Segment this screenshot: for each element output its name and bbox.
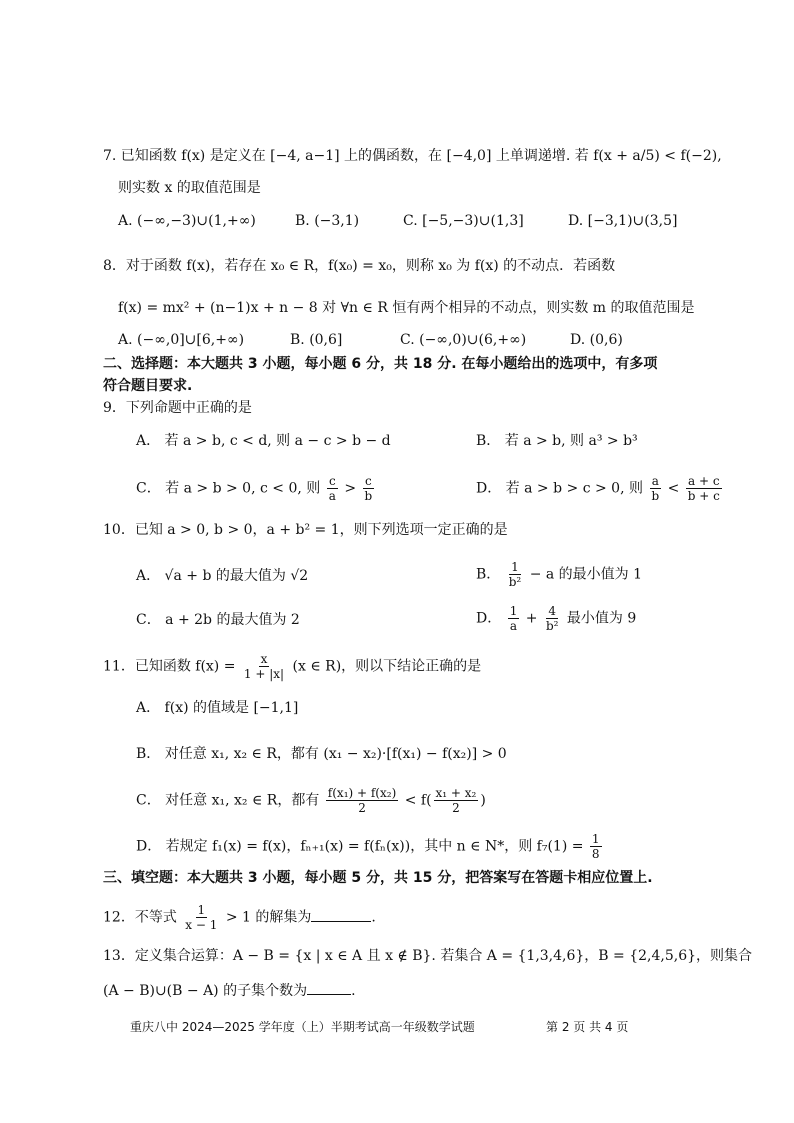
fraction: $\frac{\text{f(x₁) + f(x₂)}}{2}$	[327, 786, 397, 815]
q10-option-b: B． $\frac{1}{\text{b²}}$ − a 的最小值为 1	[476, 560, 643, 589]
fraction: $\frac{c}{a}$	[328, 474, 336, 503]
q10-option-c: C． a + 2b 的最大值为 2	[136, 612, 300, 628]
section2-heading-line2: 符合题目要求.	[103, 378, 193, 394]
q7-stem-line1: 7. 已知函数 f(x) 是定义在 [−4, a−1] 上的偶函数，在 [−4,0] 上单调递增. 若 f(x + a/5) < f(−2),	[103, 148, 722, 164]
q8-stem-line2: f(x) = mx² + (n−1)x + n − 8 对 ∀n ∈ R 恒有两个相异的不动点，则实数 m 的取值范围是	[118, 300, 695, 316]
q11-option-d: D． 若规定 f₁(x) = f(x)，fₙ₊₁(x) = f(fₙ(x))，其中 n ∈ N*，则 f₇(1) = $\frac{1}{8}$	[136, 832, 600, 861]
answer-blank	[307, 980, 351, 995]
q8-stem-line1: 8．对于函数 f(x)，若存在 x₀ ∈ R，f(x₀) = x₀，则称 x₀ 为 f(x) 的不动点．若函数	[103, 258, 616, 274]
footer-title: 重庆八中 2024—2025 学年度（上）半期考试高一年级数学试题	[130, 1020, 475, 1034]
q10-option-a: A． √a + b 的最大值为 √2	[136, 568, 309, 584]
q9-option-c: C． 若 a > b > 0, c < 0, 则 $\frac{c}{a}$ > $\frac{c}{b}$	[136, 474, 373, 503]
fraction: $\frac{x}{1 + |x|}$	[243, 652, 285, 681]
q8-option-b: B. (0,6]	[290, 332, 343, 348]
q7-option-c: C. [−5,−3)∪(1,3]	[403, 213, 524, 229]
q7-option-a: A. (−∞,−3)∪(1,+∞)	[118, 213, 256, 229]
q7-stem-line2: 则实数 x 的取值范围是	[118, 180, 261, 196]
q13-line1: 13．定义集合运算：A − B = {x | x ∈ A 且 x ∉ B}. 若集合 A = {1,3,4,6}，B = {2,4,5,6}，则集合	[103, 948, 753, 964]
q9-option-b: B． 若 a > b, 则 a³ > b³	[476, 433, 638, 449]
q11-option-b: B． 对任意 x₁, x₂ ∈ R，都有 (x₁ − x₂)·[f(x₁) − f(x₂)] > 0	[136, 746, 507, 762]
q11-stem: 11．已知函数 f(x) = $\frac{x}{1 + |x|}$ (x ∈ R)，则以下结论正确的是	[103, 652, 482, 681]
q7-option-b: B. (−3,1)	[295, 213, 360, 229]
section3-heading: 三、填空题：本大题共 3 小题，每小题 5 分，共 15 分，把答案写在答题卡相应位置上.	[103, 870, 653, 886]
fraction: $\frac{a}{b}$	[651, 474, 660, 503]
q9-option-d: D． 若 a > b > c > 0, 则 $\frac{a}{b}$ < $\frac{a + c}{b + c}$	[476, 474, 720, 503]
q12: 12．不等式 $\frac{1}{x - 1}$ > 1 的解集为 .	[103, 903, 376, 932]
q10-option-d: D． $\frac{1}{a}$ + $\frac{4}{\text{b²}}$ 最小值为 9	[476, 604, 637, 633]
answer-blank	[311, 907, 371, 922]
fraction: $\frac{c}{b}$	[364, 474, 373, 503]
q10-stem: 10．已知 a > 0, b > 0，a + b² = 1，则下列选项一定正确的是	[103, 522, 508, 538]
fraction: $\frac{4}{\text{b²}}$	[545, 604, 559, 633]
fraction: $\frac{1}{a}$	[509, 604, 518, 633]
q8-option-a: A. (−∞,0]∪[6,+∞)	[118, 332, 245, 348]
fraction: $\frac{1}{x - 1}$	[185, 903, 218, 932]
q13-line2: (A − B)∪(B − A) 的子集个数为 .	[103, 980, 356, 1001]
fraction: $\frac{a + c}{b + c}$	[687, 474, 720, 503]
fraction: $\frac{1}{\text{b²}}$	[508, 560, 522, 589]
q8-option-c: C. (−∞,0)∪(6,+∞)	[400, 332, 527, 348]
fraction: $\frac{\text{x₁ + x₂}}{2}$	[435, 786, 477, 815]
q11-option-a: A． f(x) 的值域是 [−1,1]	[136, 700, 299, 716]
q9-stem: 9．下列命题中正确的是	[103, 400, 252, 416]
section2-heading-line1: 二、选择题：本大题共 3 小题，每小题 6 分，共 18 分. 在每小题给出的选项中，有多项	[103, 356, 658, 372]
q9-option-a: A． 若 a > b, c < d, 则 a − c > b − d	[136, 433, 391, 449]
q11-option-c: C． 对任意 x₁, x₂ ∈ R，都有 $\frac{\text{f(x₁) + f(x₂)}}{2}$ < f( $\frac{\text{x₁ + x₂}}{2}$ )	[136, 786, 486, 815]
footer-page-number: 第 2 页 共 4 页	[546, 1020, 629, 1034]
q8-option-d: D. (0,6)	[570, 332, 623, 348]
q7-option-d: D. [−3,1)∪(3,5]	[568, 213, 678, 229]
fraction: $\frac{1}{8}$	[591, 832, 600, 861]
